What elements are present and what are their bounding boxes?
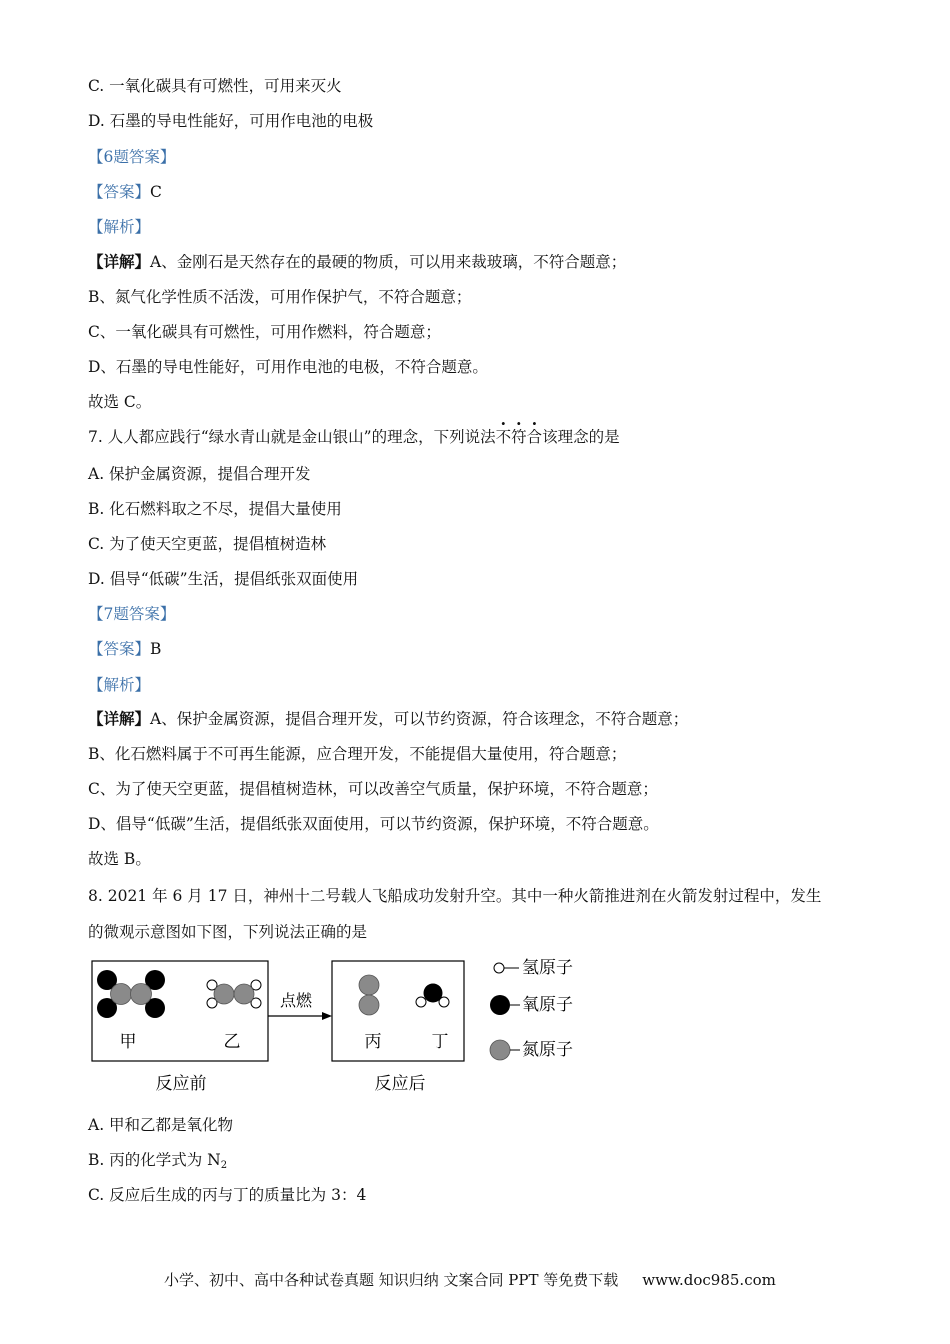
before-box bbox=[92, 961, 268, 1061]
q6-answer-heading: 【6题答案】 bbox=[88, 148, 176, 166]
q7-stem-text: 7. 人人都应践行“绿水青山就是金山银山”的理念，下列说法 bbox=[88, 428, 496, 446]
q8-stem-line1: 8. 2021 年 6 月 17 日，神州十二号载人飞船成功发射升空。其中一种火箭推进剂在火箭发射过程中，发生 bbox=[88, 887, 822, 905]
answer-value: B bbox=[150, 640, 162, 658]
reaction-diagram bbox=[0, 950, 950, 1100]
detail-text: A、金刚石是天然存在的最硬的物质，可以用来裁玻璃，不符合题意； bbox=[150, 253, 627, 271]
q7-option-c: C. 为了使天空更蓝，提倡植树造林 bbox=[88, 535, 327, 553]
q7-detail-d: D、倡导“低碳”生活，提倡纸张双面使用，可以节约资源，保护环境，不符合题意。 bbox=[88, 815, 659, 833]
q7-detail-a bbox=[88, 709, 688, 729]
emphasis-char: 合 bbox=[526, 428, 543, 446]
q7-conclusion: 故选 B。 bbox=[88, 850, 151, 868]
label-ding: 丁 bbox=[431, 1032, 449, 1052]
q7-option-a: A. 保护金属资源，提倡合理开发 bbox=[88, 465, 311, 483]
q8-stem-line2: 的微观示意图如下图，下列说法正确的是 bbox=[88, 923, 368, 941]
q8-option-c: C. 反应后生成的丙与丁的质量比为 3：4 bbox=[88, 1186, 367, 1204]
q7-answer-line bbox=[88, 639, 161, 659]
q6-detail-a bbox=[88, 252, 626, 272]
answer-label: 【答案】 bbox=[88, 640, 151, 658]
legend-hydrogen-icon bbox=[494, 963, 504, 973]
q6-analysis-heading: 【解析】 bbox=[88, 218, 151, 236]
q7-answer-heading: 【7题答案】 bbox=[88, 605, 176, 623]
arrow-label: 点燃 bbox=[279, 991, 313, 1010]
legend-oxygen-label: 氧原子 bbox=[522, 995, 573, 1015]
emphasis-char: 不 bbox=[495, 428, 512, 446]
q7-detail-b: B、化石燃料属于不可再生能源，应合理开发，不能提倡大量使用，符合题意； bbox=[88, 745, 627, 763]
molecule-bing bbox=[359, 975, 379, 1015]
footer-text: 小学、初中、高中各种试卷真题 知识归纳 文案合同 PPT 等免费下载 bbox=[164, 1271, 619, 1289]
emphasis-char: 符 bbox=[511, 428, 527, 446]
q6-answer-line bbox=[88, 182, 162, 202]
legend bbox=[490, 958, 573, 1060]
molecule-ding bbox=[416, 984, 449, 1008]
q6-detail-b: B、氮气化学性质不活泼，可用作保护气，不符合题意； bbox=[88, 288, 472, 306]
detail-text: A、保护金属资源，提倡合理开发，可以节约资源，符合该理念，不符合题意； bbox=[150, 710, 689, 728]
q8-option-b bbox=[88, 1150, 227, 1176]
q7-option-d: D. 倡导“低碳”生活，提倡纸张双面使用 bbox=[88, 570, 359, 588]
detail-label: 【详解】 bbox=[88, 252, 151, 271]
subscript: 2 bbox=[220, 1160, 228, 1171]
q7-option-b: B. 化石燃料取之不尽，提倡大量使用 bbox=[88, 500, 342, 518]
q8-option-a: A. 甲和乙都是氧化物 bbox=[88, 1116, 234, 1134]
label-bing: 丙 bbox=[364, 1032, 382, 1052]
molecule-jia bbox=[97, 970, 165, 1018]
label-after: 反应后 bbox=[374, 1074, 426, 1094]
detail-label: 【详解】 bbox=[88, 709, 151, 728]
q7-stem bbox=[88, 427, 620, 447]
q6-conclusion: 故选 C。 bbox=[88, 393, 152, 411]
legend-hydrogen-label: 氢原子 bbox=[522, 958, 573, 978]
legend-nitrogen-label: 氮原子 bbox=[522, 1040, 573, 1060]
reaction-arrow bbox=[268, 1012, 332, 1020]
molecule-yi bbox=[207, 980, 261, 1008]
page-footer bbox=[164, 1269, 776, 1290]
q7-stem-end: 该理念的是 bbox=[542, 428, 620, 446]
q6-detail-c: C、一氧化碳具有可燃性，可用作燃料，符合题意； bbox=[88, 323, 441, 341]
label-jia: 甲 bbox=[119, 1032, 137, 1052]
q7-detail-c: C、为了使天空更蓝，提倡植树造林，可以改善空气质量，保护环境，不符合题意； bbox=[88, 780, 658, 798]
q6-detail-d: D、石墨的导电性能好，可用作电池的电极，不符合题意。 bbox=[88, 358, 488, 376]
q7-analysis-heading: 【解析】 bbox=[88, 676, 151, 694]
answer-label: 【答案】 bbox=[88, 183, 151, 201]
option-c-q6: C. 一氧化碳具有可燃性，可用来灭火 bbox=[88, 77, 342, 95]
option-d-q6: D. 石墨的导电性能好，可用作电池的电极 bbox=[88, 112, 374, 130]
legend-nitrogen-icon bbox=[490, 1040, 510, 1060]
label-yi: 乙 bbox=[223, 1032, 241, 1052]
answer-value: C bbox=[150, 183, 162, 201]
footer-url[interactable]: www.doc985.com bbox=[642, 1271, 776, 1289]
legend-oxygen-icon bbox=[490, 995, 510, 1015]
label-before: 反应前 bbox=[155, 1074, 207, 1094]
q8-option-b-text: B. 丙的化学式为 N bbox=[88, 1151, 221, 1169]
